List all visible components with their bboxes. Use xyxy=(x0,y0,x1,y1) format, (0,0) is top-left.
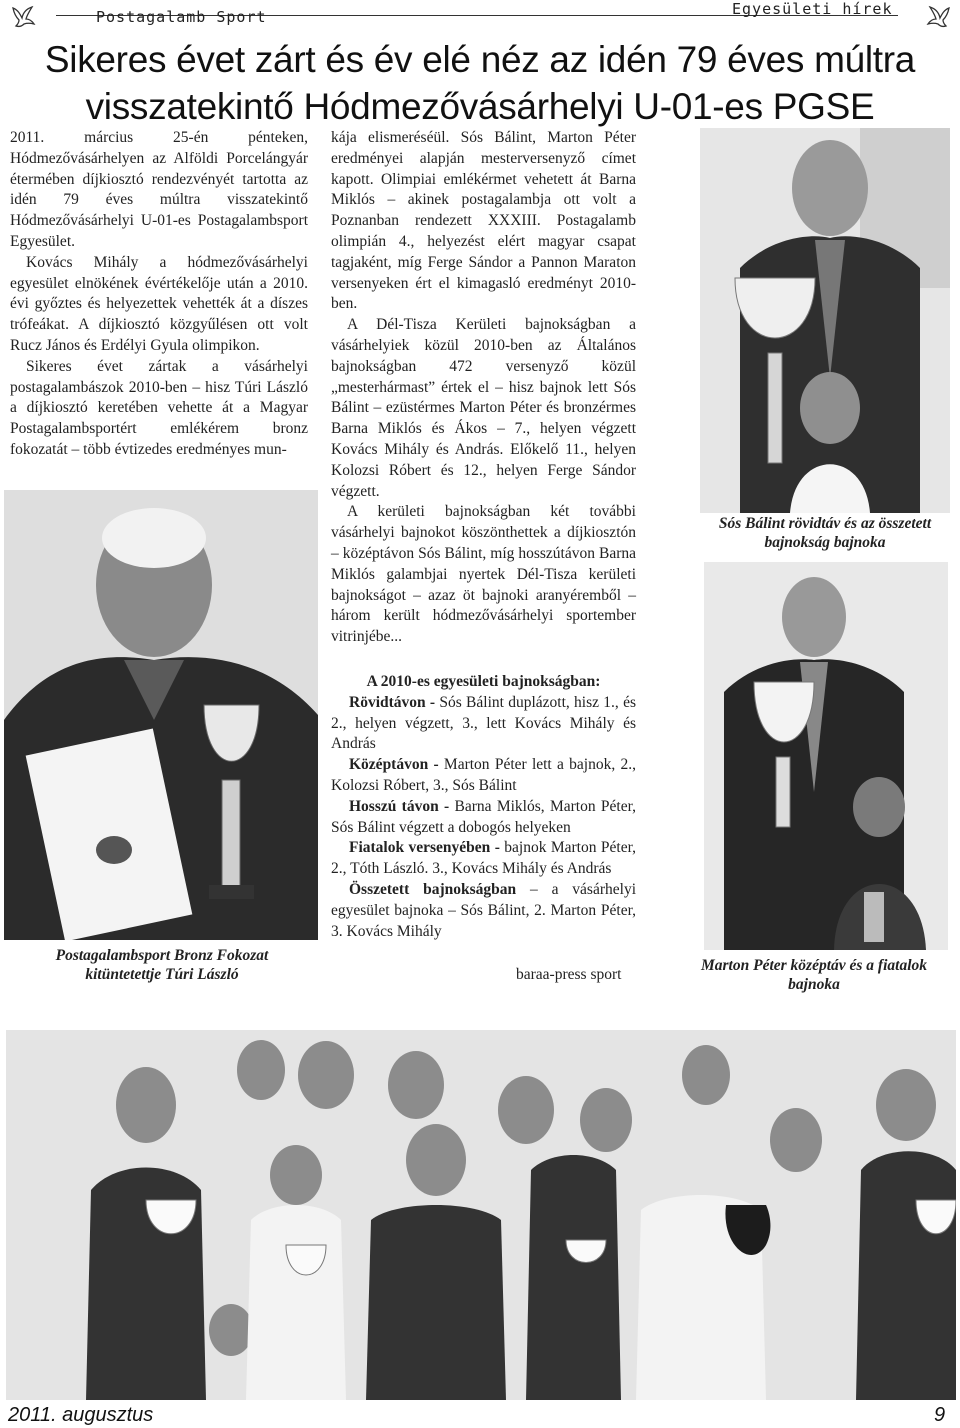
result-label: Hosszú távon - xyxy=(349,797,450,815)
issue-date: 2011. augusztus xyxy=(8,1404,154,1426)
photo-caption: Sós Bálint rövidtáv és az összetett bajnokság bajnoka xyxy=(718,515,932,551)
result-label: Fiatalok versenyében - xyxy=(349,839,500,857)
result-item xyxy=(331,797,636,839)
article-title xyxy=(40,36,920,130)
section-label: Postagalamb Sport xyxy=(96,8,267,26)
result-item xyxy=(331,880,636,942)
article-column-1 xyxy=(10,128,308,461)
paragraph: 2011. március 25-én pénteken, Hódmezővásárhelyen az Alföldi Porcelángyár étermében díjkiosztó rendezvényét tartotta az idén 79 éves múltra visszatekintő Hódmezővásárhelyi U-01-es Postagalambsport Egyesület. xyxy=(10,129,308,250)
result-label: Középtávon - xyxy=(349,756,439,774)
result-text: Marton Péter lett a bajnok, 2., Kolozsi Róbert, 3., Sós Bálint xyxy=(331,756,636,794)
result-item xyxy=(331,693,636,755)
photo-marton-peter xyxy=(704,562,948,950)
group-photo xyxy=(6,1030,956,1400)
paragraph: kája elismeréséül. Sós Bálint, Marton Péter eredményei alapján mesterversenyző címet kapott. Olimpiai emlékérmet vehetett át Barna Miklós – akinek postagalambja ott volt a Poznanban rendezett XXXIII. Postagalamb olimpián 4., helyezést elért magyar csapat tagjaként, míg Ferge Sándor a Pannon Maraton versenyeken ért el kimagasló eredményt 2010-ben. xyxy=(331,129,636,313)
paragraph: A Dél-Tisza Kerületi bajnokságban a vásárhelyiek közül 2010-ben az Általános bajnokságban 472 versenyző közül „mesterhármast” értek el – hisz bajnok lett Sós Bálint – ezüstérmes Marton Péter és bronzérmes Barna Miklós és Ákos – 7., helyen végzett Kovács Mihály és András. Előkelő 11., helyen Kolozsi Róbert és 12., helyen Ferge Sándor végzett. xyxy=(331,316,636,500)
result-text: Sós Bálint duplázott, hisz 1., és 2., helyen végzett, 3., lett Kovács Mihály és András xyxy=(331,693,636,753)
result-text: – a vásárhelyi egyesület bajnoka – Sós Bálint, 2. Marton Péter, 3. Kovács Mihály xyxy=(331,880,636,940)
title-line-2: visszatekintő Hódmezővásárhelyi U-01-es PGSE xyxy=(85,86,875,127)
result-label: Összetett bajnokságban xyxy=(349,880,517,898)
byline: baraa-press sport xyxy=(516,966,622,983)
article-column-2 xyxy=(331,128,636,648)
paragraph: A kerületi bajnokságban két további vásárhelyi bajnokot köszönthettek a díjkiosztón – középtávon Sós Bálint, míg hosszútávon Barna Miklós galambjai nyertek Dél-Tisza kerületi bajnokságot – azaz öt bajnoki aranyéremből – három került hódmezővásárhelyi sportember vitrinjébe... xyxy=(331,503,636,646)
paragraph: Sikeres évet zártak a vásárhelyi postagalambászok 2010-ben – hisz Túri László a díjkiosztó keretében vehette át a Magyar Postagalambsportért emlékérem bronz fokozatát – több évtizedes eredményes mun- xyxy=(10,357,308,458)
result-text: Barna Miklós, Marton Péter, Sós Bálint végzett a dobogós helyeken xyxy=(331,797,636,836)
photo-turi-laszlo xyxy=(4,490,318,940)
results-heading: A 2010-es egyesületi bajnokságban: xyxy=(366,673,601,690)
photo-caption: Marton Péter középtáv és a fiatalok bajnoka xyxy=(700,957,928,993)
results-section xyxy=(331,672,636,942)
result-item xyxy=(331,838,636,880)
result-label: Rövidtávon - xyxy=(349,693,436,711)
photo-caption: Postagalambsport Bronz Fokozat kitüntetettje Túri László xyxy=(55,947,269,983)
pigeon-emblem-icon xyxy=(926,4,952,30)
paragraph: Kovács Mihály a hódmezővásárhelyi egyesület elnökének évértékelője után a 2010. évi győztes és helyezettek vehették át a díszes trófeákat. A díjkiosztó közgyűlésen ott volt Rucz János és Erdélyi Gyula olimpikon. xyxy=(10,253,308,354)
pigeon-emblem-icon xyxy=(10,4,36,30)
category-label: Egyesületi hírek xyxy=(732,0,893,18)
result-item xyxy=(331,755,636,797)
photo-sos-balint xyxy=(700,128,950,513)
title-line-1: Sikeres évet zárt és év elé néz az idén 79 éves múltra xyxy=(44,39,916,80)
page-number: 9 xyxy=(934,1404,946,1426)
result-text: bajnok Marton Péter, 2., Tóth László. 3., Kovács Mihály és András xyxy=(331,839,636,878)
